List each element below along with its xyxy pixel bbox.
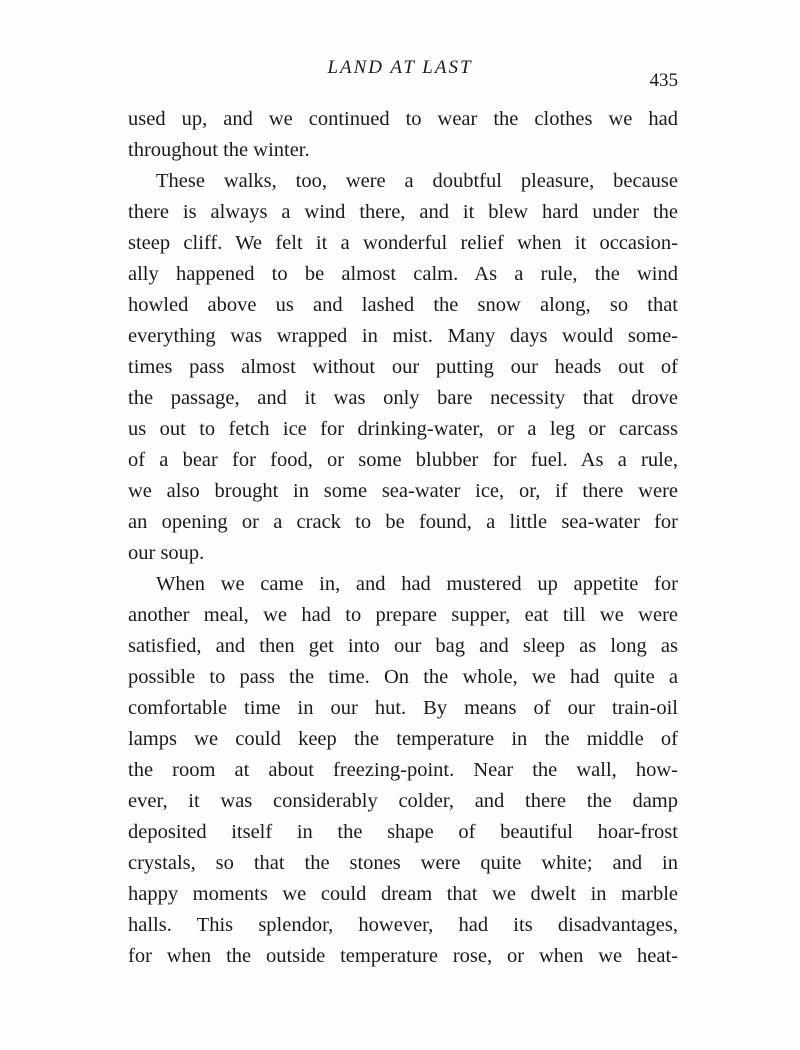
text-line: used up, and we continued to wear the clothes we had [128,108,678,130]
text-line: another meal, we had to prepare supper, eat till we were [128,604,678,626]
text-line: the passage, and it was only bare necessity that drove [128,387,678,409]
text-line: there is always a wind there, and it blew hard under the [128,201,678,223]
text-line: possible to pass the time. On the whole, we had quite a [128,666,678,688]
text-line: the room at about freezing-point. Near the wall, how- [128,759,678,781]
text-line: of a bear for food, or some blubber for fuel. As a rule, [128,449,678,471]
text-line: happy moments we could dream that we dwelt in marble [128,883,678,905]
text-line: These walks, too, were a doubtful pleasure, because [156,170,678,192]
text-line: howled above us and lashed the snow along, so that [128,294,678,316]
text-line: comfortable time in our hut. By means of our train-oil [128,697,678,719]
text-line: satisfied, and then get into our bag and sleep as long as [128,635,678,657]
text-line: steep cliff. We felt it a wonderful relief when it occasion- [128,232,678,254]
text-line: an opening or a crack to be found, a little sea-water for [128,511,678,533]
text-line: throughout the winter. [128,139,310,161]
text-line: ally happened to be almost calm. As a rule, the wind [128,263,678,285]
text-line: lamps we could keep the temperature in the middle of [128,728,678,750]
text-line: our soup. [128,542,205,564]
text-line: us out to fetch ice for drinking-water, or a leg or carcass [128,418,678,440]
body-text [128,104,678,972]
text-line: everything was wrapped in mist. Many days would some- [128,325,678,347]
text-line: halls. This splendor, however, had its disadvantages, [128,914,678,936]
text-line: for when the outside temperature rose, or when we heat- [128,945,678,967]
text-line: times pass almost without our putting our heads out of [128,356,678,378]
page-number: 435 [649,70,678,91]
text-line: ever, it was considerably colder, and there the damp [128,790,678,812]
text-line: we also brought in some sea-water ice, or, if there were [128,480,678,502]
text-line: When we came in, and had mustered up appetite for [156,573,678,595]
text-line: deposited itself in the shape of beautiful hoar-frost [128,821,678,843]
running-head-title: LAND AT LAST [327,57,473,78]
text-line: crystals, so that the stones were quite white; and in [128,852,678,874]
